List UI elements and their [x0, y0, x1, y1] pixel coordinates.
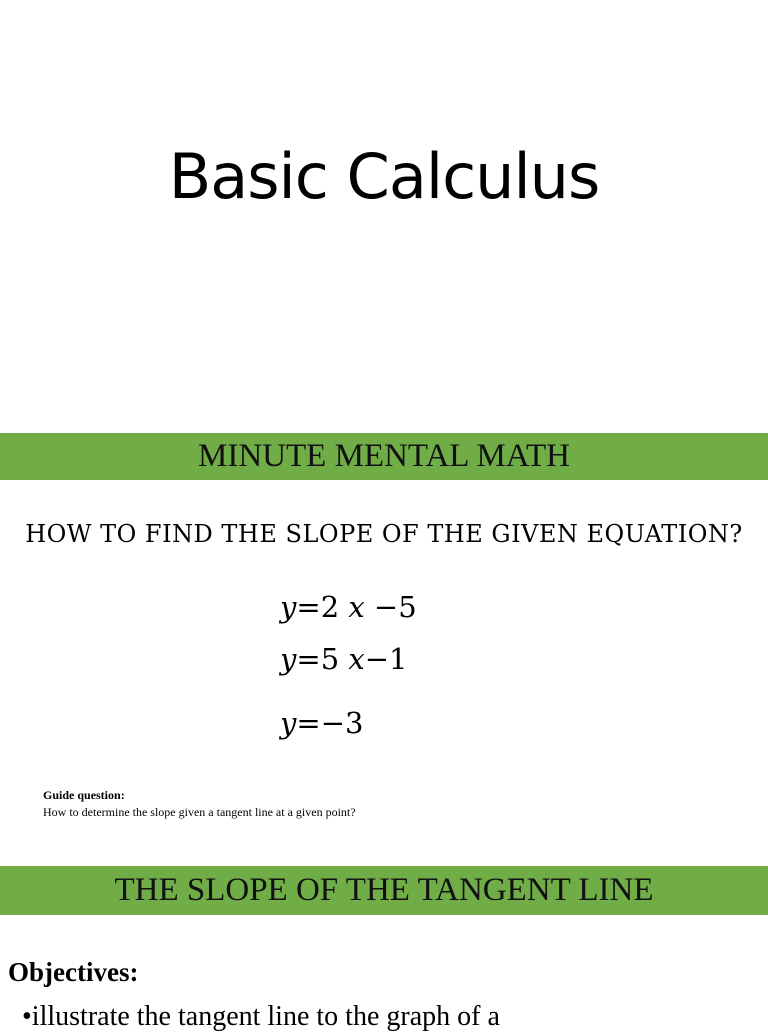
slope-question: HOW TO FIND THE SLOPE OF THE GIVEN EQUATION? [25, 520, 743, 548]
objectives-heading: Objectives: [8, 957, 139, 987]
eq-part: −1 [364, 642, 408, 676]
eq-var-y: y [280, 590, 297, 624]
eq-var-y: y [280, 706, 297, 740]
guide-heading: Guide question: [43, 788, 125, 802]
guide-question [43, 787, 393, 821]
equation-2 [280, 642, 407, 676]
objective-bullet: •illustrate the tangent line to the graph of a [22, 1001, 500, 1032]
banner-minute-mental-math [0, 433, 768, 480]
eq-part: =5 [296, 642, 340, 676]
eq-var-x: x [348, 642, 365, 676]
banner-slope-tangent-line [0, 866, 768, 915]
eq-part: =−3 [296, 706, 364, 740]
eq-var-y: y [280, 642, 297, 676]
banner-label: THE SLOPE OF THE TANGENT LINE [114, 872, 654, 908]
eq-var-x: x [348, 590, 365, 624]
eq-part: =2 [296, 590, 340, 624]
equation-1 [280, 590, 417, 624]
eq-part: −5 [364, 590, 417, 624]
slide-title: Basic Calculus [168, 140, 600, 213]
equation-3 [280, 706, 363, 740]
banner-label: MINUTE MENTAL MATH [198, 438, 570, 474]
guide-text: How to determine the slope given a tangent line at a given point? [43, 805, 356, 819]
